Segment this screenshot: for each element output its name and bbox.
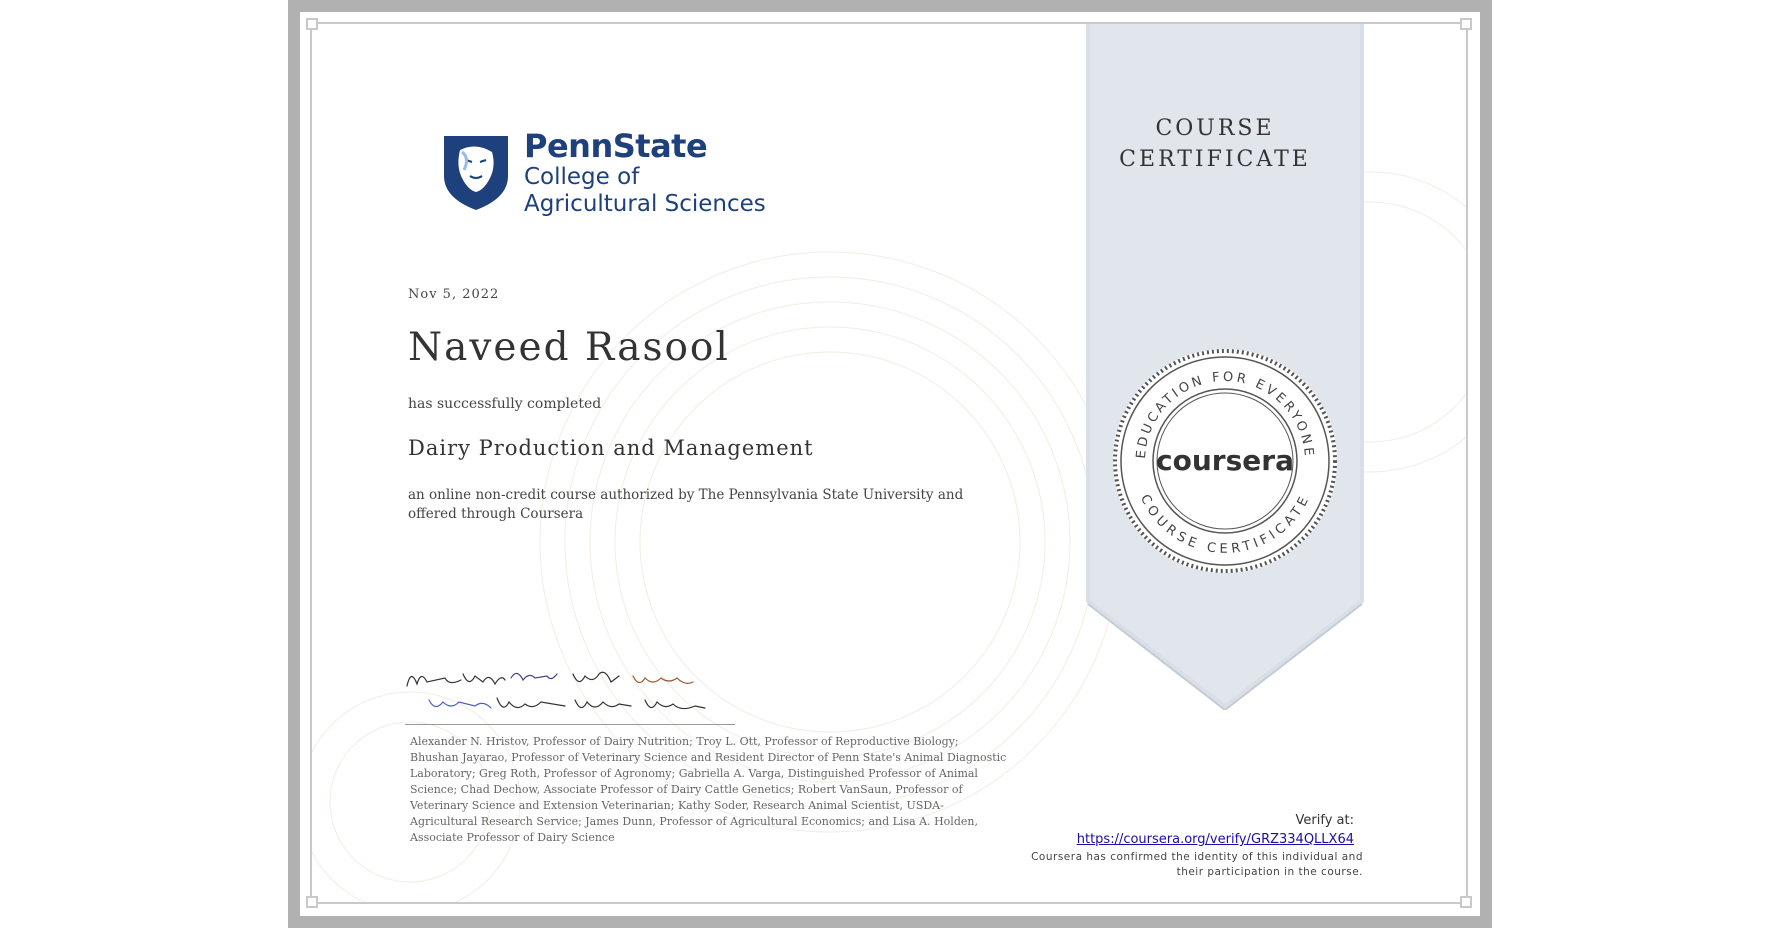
verify-note	[1000, 850, 1363, 880]
seal-top-text: EDUCATION FOR EVERYONE	[1133, 369, 1317, 460]
course-title: Dairy Production and Management	[408, 436, 814, 460]
verify-block	[1000, 813, 1358, 847]
logo-college-line1: College of	[524, 164, 640, 190]
nittany-lion-shield-icon	[440, 132, 512, 212]
pennstate-logo	[440, 128, 770, 228]
instructor-signatures	[405, 664, 735, 725]
ribbon-title-line1: COURSE	[1155, 116, 1275, 141]
instructors-list: Alexander N. Hristov, Professor of Dairy Nutrition; Troy L. Ott, Professor of Reproductive Biology; Bhushan Jayarao, Professor of Veterinary Science and Resident Director of Penn State's Animal Diagnostic Laboratory; Greg Roth, Professor of Agronomy; Gabriella A. Varga, Distinguished Professor of Animal Science; Chad Dechow, Associate Professor of Dairy Cattle Genetics; Robert VanSaun, Professor of Veterinary Science and Extension Veterinarian; Kathy Soder, Research Animal Scientist, USDA-Agricultural Research Service; James Dunn, Professor of Agricultural Economics; and Lisa A. Holden, Associate Professor of Dairy Science	[410, 735, 1007, 844]
verify-note-line2: their participation in the course.	[1176, 866, 1363, 878]
seal-bottom-text: COURSE CERTIFICATE	[1136, 492, 1314, 557]
border-corner-bottom-left	[306, 896, 318, 908]
completed-text: has successfully completed	[408, 396, 602, 412]
verify-label: Verify at:	[1295, 813, 1354, 828]
ribbon-title-line2: CERTIFICATE	[1119, 147, 1311, 172]
course-description: an online non-credit course authorized by The Pennsylvania State University and offered through Coursera	[408, 487, 964, 522]
logo-institution-name: PennState	[524, 127, 708, 165]
verify-note-line1: Coursera has confirmed the identity of this individual and	[1031, 851, 1363, 863]
handwritten-signatures-image	[405, 664, 735, 724]
border-corner-top-left	[306, 18, 318, 30]
recipient-name: Naveed Rasool	[408, 325, 730, 370]
border-corner-top-right	[1460, 18, 1472, 30]
completion-date: Nov 5, 2022	[408, 287, 500, 302]
logo-college-line2: Agricultural Sciences	[524, 191, 766, 217]
border-corner-bottom-right	[1460, 896, 1472, 908]
coursera-seal	[1110, 346, 1340, 576]
verify-url-link[interactable]: https://coursera.org/verify/GRZ334QLLX64	[1076, 832, 1354, 847]
seal-brand-text: coursera	[1156, 444, 1294, 477]
ribbon-title	[1086, 113, 1344, 175]
